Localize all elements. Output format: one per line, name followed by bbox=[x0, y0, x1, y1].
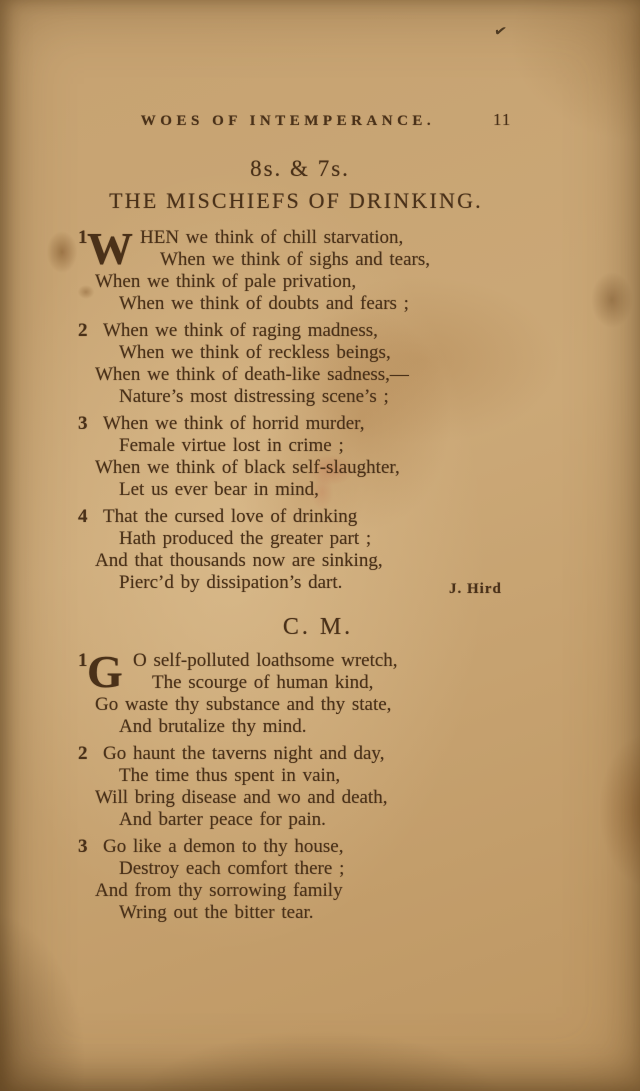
verse-number: 3 bbox=[78, 836, 88, 857]
verse-number: 1 bbox=[78, 227, 88, 248]
hymn-title: THE MISCHIEFS OF DRINKING. bbox=[109, 188, 483, 213]
verse-number: 4 bbox=[78, 506, 88, 527]
hymn-verses bbox=[78, 223, 558, 599]
verse-line: When we think of raging madness, bbox=[103, 320, 378, 341]
verse bbox=[78, 836, 558, 924]
verse-line: Will bring disease and wo and death, bbox=[95, 787, 388, 808]
verse-line: When we think of black self-slaughter, bbox=[95, 457, 400, 478]
verse-number: 2 bbox=[78, 320, 88, 341]
verse-number: 2 bbox=[78, 743, 88, 764]
verse-line: Wring out the bitter tear. bbox=[119, 902, 314, 923]
verse bbox=[78, 743, 558, 831]
verse-line: That the cursed love of drinking bbox=[103, 506, 358, 527]
verse-line: When we think of death-like sadness,— bbox=[95, 364, 409, 385]
verse-line: When we think of pale privation, bbox=[95, 271, 357, 292]
verse-line: When we think of reckless beings, bbox=[119, 342, 391, 363]
verse bbox=[78, 413, 558, 501]
drop-cap-letter: W bbox=[87, 223, 133, 274]
verse-line: When we think of horrid murder, bbox=[103, 413, 365, 434]
page-number: 11 bbox=[493, 110, 512, 129]
stray-ink-mark: ✔ bbox=[492, 23, 508, 41]
verse-line: Hath produced the greater part ; bbox=[119, 528, 372, 549]
verse-line: And from thy sorrowing family bbox=[95, 880, 343, 901]
hymn-meter: 8s. & 7s. bbox=[250, 156, 350, 181]
verse-line: Go waste thy substance and thy state, bbox=[95, 694, 392, 715]
verse-line: Let us ever bear in mind, bbox=[119, 479, 319, 500]
hymn-verses bbox=[78, 646, 558, 929]
verse-line: And that thousands now are sinking, bbox=[95, 550, 383, 571]
verse-line: And barter peace for pain. bbox=[119, 809, 326, 830]
verse-line: And brutalize thy mind. bbox=[119, 716, 307, 737]
drop-cap-letter: G bbox=[87, 646, 123, 697]
verse-line: Go haunt the taverns night and day, bbox=[103, 743, 385, 764]
verse-line: Go like a demon to thy house, bbox=[103, 836, 344, 857]
verse-line: The scourge of human kind, bbox=[152, 672, 374, 693]
verse bbox=[78, 320, 558, 408]
verse-line: Pierc’d by dissipation’s dart. bbox=[119, 572, 343, 593]
verse bbox=[78, 223, 558, 315]
verse bbox=[78, 646, 558, 738]
running-title: WOES OF INTEMPERANCE. bbox=[140, 113, 436, 129]
verse-line: When we think of sighs and tears, bbox=[160, 249, 431, 270]
verse-line: The time thus spent in vain, bbox=[119, 765, 341, 786]
hymn-attribution: J. Hird bbox=[449, 581, 502, 597]
verse-line: O self-polluted loathsome wretch, bbox=[133, 650, 398, 671]
verse-number: 1 bbox=[78, 650, 88, 671]
verse-line: Destroy each comfort there ; bbox=[119, 858, 345, 879]
verse-line: When we think of doubts and fears ; bbox=[119, 293, 409, 314]
verse-number: 3 bbox=[78, 413, 88, 434]
hymn-meter: C. M. bbox=[282, 614, 354, 640]
verse-line: Female virtue lost in crime ; bbox=[119, 435, 344, 456]
verse-line: HEN we think of chill starvation, bbox=[140, 227, 404, 248]
verse-line: Nature’s most distressing scene’s ; bbox=[119, 386, 389, 407]
